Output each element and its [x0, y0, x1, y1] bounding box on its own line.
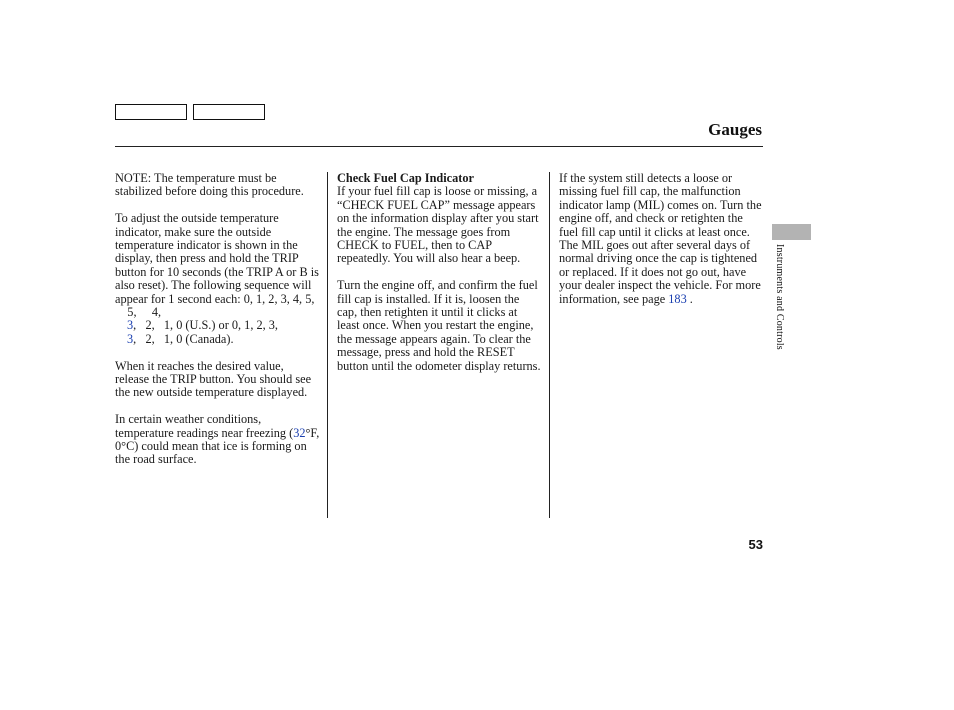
note-paragraph: NOTE: The temperature must be stabilized before doing this procedure. [115, 171, 304, 199]
sequence-line-us [115, 319, 278, 332]
section-label: Instruments and Controls [774, 244, 785, 350]
header-rule [115, 146, 763, 147]
sequence-line-canada [115, 333, 234, 346]
release-paragraph: When it reaches the desired value, release the TRIP button. You should see the new outside temperature displayed. [115, 358, 312, 400]
column-1 [115, 172, 320, 480]
fuel-cap-heading: Check Fuel Cap Indicator [337, 171, 474, 185]
weather-paragraph [115, 413, 320, 467]
column-divider-2 [549, 172, 550, 518]
sequence-four: 4, [151, 305, 162, 320]
fuel-cap-reset-paragraph: Turn the engine off, and confirm the fuel fill cap is installed. If it is, loosen the cap, then retighten it until it clicks at least once. When you restart the engine, the message appears again. To clear the message, press and hold the RESET button until the odometer display returns. [337, 278, 541, 373]
column-3 [559, 172, 764, 319]
mil-paragraph [559, 172, 764, 306]
column-divider-1 [327, 172, 328, 518]
mil-text-post: . [686, 291, 693, 306]
column-2 [337, 172, 542, 386]
page-183-link[interactable]: 183 [668, 291, 687, 306]
page-title: Gauges [708, 120, 762, 139]
weather-text-pre: In certain weather conditions, temperature readings near freezing ( [115, 412, 294, 440]
sequence-five: 5, [127, 305, 137, 320]
adjust-paragraph [115, 212, 320, 346]
page-number: 53 [748, 537, 763, 552]
section-tab[interactable] [772, 224, 811, 240]
sequence-link-3-canada[interactable]: 3 [127, 331, 134, 346]
previous-page-button[interactable] [115, 104, 187, 120]
temperature-link-32[interactable]: 32 [293, 425, 306, 440]
fuel-cap-text: If your fuel fill cap is loose or missing, a “CHECK FUEL CAP” message appears on the information display after you start the engine. The message goes from CHECK to FUEL, then to CAP repeatedly. You will also hear a beep. [337, 184, 539, 266]
sequence-text-canada: , 2, 1, 0 (Canada). [133, 331, 234, 346]
weather-text-post: °F, 0°C) could mean that ice is forming on the road surface. [115, 425, 320, 467]
sequence-link-3-us[interactable]: 3 [127, 318, 134, 333]
next-page-button[interactable] [193, 104, 265, 120]
sequence-text-us: , 2, 1, 0 (U.S.) or 0, 1, 2, 3, [133, 318, 278, 333]
adjust-text: To adjust the outside temperature indicator, make sure the outside temperature indicator is shown in the display, then press and hold the TRIP button for 10 seconds (the TRIP A or B is also reset). The following sequence will appear for 1 second each: 0, 1, 2, 3, 4, 5, [115, 211, 319, 306]
mil-text: If the system still detects a loose or missing fuel fill cap, the malfunction indicator lamp (MIL) comes on. Turn the engine off, and check or retighten the fuel fill cap until it clicks at least once. The MIL goes out after several days of normal driving once the cap is tightened or replaced. If it does not go out, have your dealer inspect the vehicle. For more information, see page [559, 171, 762, 306]
fuel-cap-paragraph [337, 172, 542, 266]
